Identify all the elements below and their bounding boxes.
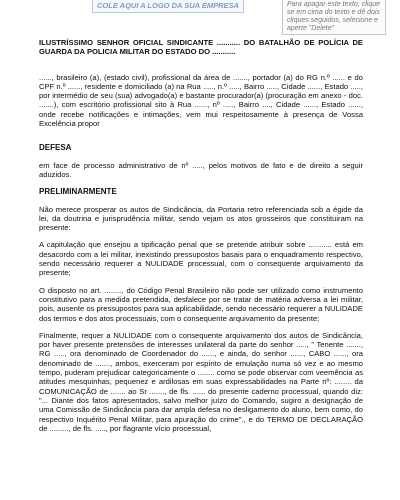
preliminary-heading: PRELIMINARMENTE <box>39 187 117 197</box>
salutation: ILUSTRÍSSIMO SENHOR OFICIAL SINDICANTE ........... DO BATALHÃO DE POLÍCIA DE GUARDA DA POLICIA MILITAR DO ESTADO DO ........... <box>39 38 363 57</box>
body-paragraph: Finalmente, requer a NULIDADE com o consequente arquivamento dos autos de Sindicância, por haver presente pretensões de interesses unilateral da parte do senhor ....., " Tenente ......., RG ....., ora denominado de Coordenador do ......, e ainda, do senhor ......, CABO ......, ora denominado de ......., ambos, exerceram por espírito de emulação numa só vez e ao mesmo tempo, puderam prejudicar categoricamente o ........ como se pode observar com veemência as atitudes mesquinhas, pequenez e ardilosas em suas expressabilidades na Parte nº: ........ da COMUNICAÇÃO de ....... ao Sr ......., de fls. ...... do presente caderno processual, quando diz: "... Diante dos fatos apresentados, salvo melhor juízo do Comando, sugiro a designação de uma Comissão de Sindicância para dar ampla defesa no desligamento do aluno, bem como, do respectivo Inquérito Penal Militar, para apuração do crime"., e do TERMO DE DECLARAÇÃO de ........., de fls. ....., por flagrante vício processual, <box>39 330 363 433</box>
body-paragraph: O disposto no art. ........, do Código Penal Brasileiro não pode ser utilizado como instrumento constitutivo para a medida pretendida, desfalece por se tratar de matéria adversa a lei militar, pois, ausente os pressupostos para sua aplicabilidade, sendo necessário requerer a NULIDADE dos termos e dos atos processuais, com o consequente arquivamento da presente; <box>39 285 363 323</box>
instruction-tip: Para apagar este texto, clique se em cima do texto e dê dois cliques seguidos, selecione e aperte "Delete" <box>282 0 386 35</box>
defense-intro: em face de processo administrativo de nº ....., pelos motivos de fato e de direito a seguir aduzidos. <box>39 160 363 179</box>
body-paragraph: Não merece prosperar os autos de Sindicância, da Portaria retro referenciada sob a égide da lei, da doutrina e jurisprudência militar, sendo vejam os atos grosseiros que constituiram na presente: <box>39 204 363 233</box>
body-paragraph: A capitulação que ensejou a tipificação penal que se pretende atribuir sobre ........... está em desacordo com a lei militar, inexistindo pressupostos basais para o enquadramento respectivo, sendo necessário requerer a NULIDADE processual, com o consequente arquivamento da presente; <box>39 240 363 278</box>
petitioner-paragraph: ......, brasileiro (a), (estado civil), profissional da área de ......., portador (a) do RG n.º ...... e do CPF n.º ......, residente e domiciliado (a) na Rua ....., n.º ....., Bairro ....., Cidade ......, Estado ....., por intermédio de seu (sua) advogado(a) e bastante procurador(a) (procuração em anexo - doc. .......), com escritório profissional sito à Rua ......, nº ....., Bairro ...., Cidade ......, Estado ......, onde recebe notificações e intimações, vem mui respeitosamente à presença de Vossa Excelência propor <box>39 72 363 129</box>
defense-heading: DEFESA <box>39 143 72 153</box>
document-body <box>39 38 363 441</box>
logo-placeholder: COLE AQUI A LOGO DA SUA EMPRESA <box>92 0 244 13</box>
